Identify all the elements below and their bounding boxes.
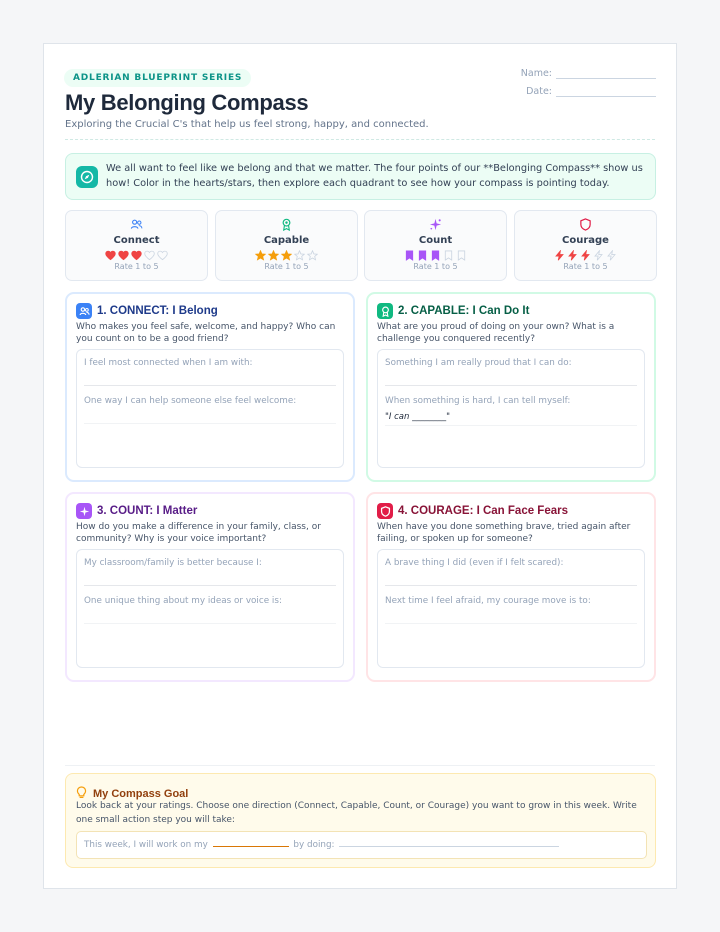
goal-line-mid: by doing: — [293, 840, 335, 850]
ribbon-icon — [377, 303, 393, 319]
answer-box[interactable] — [377, 549, 645, 668]
rating-label: Capable — [263, 235, 310, 246]
bolt-icon[interactable] — [554, 250, 565, 261]
write-line[interactable] — [84, 623, 336, 624]
worksheet-page — [43, 43, 677, 889]
goal-instructions: Look back at your ratings. Choose one direction (Connect, Capable, Count, or Courage) you want to grow in this week. Write one small action step you will take: — [76, 801, 637, 825]
star-icon[interactable] — [294, 250, 305, 261]
quadrant-courage — [366, 492, 656, 682]
name-label: Name: — [520, 68, 552, 79]
bookmark-icon[interactable] — [456, 250, 467, 261]
sparkle-icon — [76, 503, 92, 519]
bolt-icon[interactable] — [567, 250, 578, 261]
quadrant-prompt: When have you done something brave, tried again after failing, or spoken up for someone? — [377, 522, 631, 544]
star-icon[interactable] — [307, 250, 318, 261]
ribbon-icon — [216, 218, 357, 234]
write-line[interactable] — [385, 623, 637, 624]
star-icon[interactable] — [281, 250, 292, 261]
quadrant-title: 1. CONNECT: I Belong — [97, 305, 218, 317]
date-label: Date: — [526, 86, 552, 97]
goal-title: My Compass Goal — [93, 787, 189, 800]
heart-icon[interactable] — [157, 250, 168, 261]
write-line[interactable] — [385, 585, 637, 586]
quadrant-title: 2. CAPABLE: I Can Do It — [398, 305, 530, 317]
page-title: My Belonging Compass — [65, 90, 309, 115]
rating-hint: Rate 1 to 5 — [264, 262, 309, 271]
answer-prompt: Something I am really proud that I can do: — [385, 358, 572, 368]
answer-prompt: Next time I feel afraid, my courage move is to: — [385, 596, 591, 606]
bolt-icon[interactable] — [580, 250, 591, 261]
people-icon — [66, 218, 207, 234]
heart-icon[interactable] — [144, 250, 155, 261]
write-line[interactable] — [385, 425, 637, 426]
rating-hint: Rate 1 to 5 — [413, 262, 458, 271]
sample-answer: "I can ________" — [385, 412, 450, 422]
heart-icon[interactable] — [131, 250, 142, 261]
quadrant-header — [76, 302, 218, 320]
sparkle-icon — [365, 218, 506, 234]
rating-marks[interactable] — [515, 250, 656, 262]
answer-prompt: When something is hard, I can tell myself: — [385, 396, 571, 406]
rating-card-count — [364, 210, 507, 281]
quadrant-prompt: What are you proud of doing on your own? What is a challenge you conquered recently? — [377, 322, 615, 344]
star-icon[interactable] — [255, 250, 266, 261]
name-line[interactable] — [556, 69, 656, 79]
answer-box[interactable] — [76, 349, 344, 468]
answer-box[interactable] — [377, 349, 645, 468]
bolt-icon[interactable] — [593, 250, 604, 261]
rating-marks[interactable] — [365, 250, 506, 262]
bookmark-icon[interactable] — [430, 250, 441, 261]
rating-card-courage — [514, 210, 657, 281]
quadrant-title: 4. COURAGE: I Can Face Fears — [398, 505, 568, 517]
answer-prompt: One unique thing about my ideas or voice is: — [84, 596, 282, 606]
shield-icon — [515, 218, 656, 234]
quadrant-prompt: How do you make a difference in your family, class, or community? Why is your voice important? — [76, 522, 321, 544]
intro-callout — [65, 153, 656, 200]
heart-icon[interactable] — [105, 250, 116, 261]
rating-label: Connect — [113, 235, 160, 246]
series-tag: ADLERIAN BLUEPRINT SERIES — [64, 69, 251, 87]
people-icon — [76, 303, 92, 319]
goal-answer-box[interactable] — [76, 831, 647, 859]
section-divider — [65, 765, 655, 766]
rating-marks[interactable] — [216, 250, 357, 262]
write-line[interactable] — [84, 385, 336, 386]
rating-hint: Rate 1 to 5 — [563, 262, 608, 271]
write-line[interactable] — [84, 423, 336, 424]
bolt-icon[interactable] — [606, 250, 617, 261]
bookmark-icon[interactable] — [417, 250, 428, 261]
bookmark-icon[interactable] — [443, 250, 454, 261]
compass-icon — [76, 166, 98, 188]
write-line[interactable] — [385, 385, 637, 386]
star-icon[interactable] — [268, 250, 279, 261]
goal-line-start: This week, I will work on my — [84, 840, 208, 850]
date-field[interactable] — [526, 83, 656, 97]
rating-label: Count — [418, 235, 453, 246]
rating-label: Courage — [562, 235, 609, 246]
write-line[interactable] — [84, 585, 336, 586]
compass-goal-panel — [65, 773, 656, 868]
answer-prompt: A brave thing I did (even if I felt scared): — [385, 558, 564, 568]
answer-prompt: One way I can help someone else feel welcome: — [84, 396, 297, 406]
rating-marks[interactable] — [66, 250, 207, 262]
header-divider — [65, 139, 655, 140]
rating-card-capable — [215, 210, 358, 281]
quadrant-connect — [65, 292, 355, 482]
quadrant-title: 3. COUNT: I Matter — [97, 505, 198, 517]
date-line[interactable] — [556, 87, 656, 97]
intro-text: We all want to feel like we belong and that we matter. The four points of our **Belonging Compass** show us how! Color in the hearts/stars, then explore each quadrant to see how your compass is pointing today. — [106, 163, 643, 189]
page-subtitle: Exploring the Crucial C's that help us feel strong, happy, and connected. — [65, 119, 429, 130]
quadrant-count — [65, 492, 355, 682]
heart-icon[interactable] — [118, 250, 129, 261]
quadrant-header — [377, 502, 568, 520]
name-field[interactable] — [521, 65, 656, 79]
quadrant-header — [76, 502, 197, 520]
bookmark-icon[interactable] — [404, 250, 415, 261]
quadrant-header — [377, 302, 529, 320]
goal-direction-blank[interactable] — [213, 839, 289, 847]
quadrant-prompt: Who makes you feel safe, welcome, and happy? Who can you count on to be a good friend? — [76, 322, 336, 344]
answer-box[interactable] — [76, 549, 344, 668]
answer-prompt: I feel most connected when I am with: — [84, 358, 253, 368]
goal-action-blank[interactable] — [339, 839, 559, 847]
quadrant-capable — [366, 292, 656, 482]
shield-icon — [377, 503, 393, 519]
rating-hint: Rate 1 to 5 — [114, 262, 159, 271]
rating-card-connect — [65, 210, 208, 281]
answer-prompt: My classroom/family is better because I: — [84, 558, 262, 568]
